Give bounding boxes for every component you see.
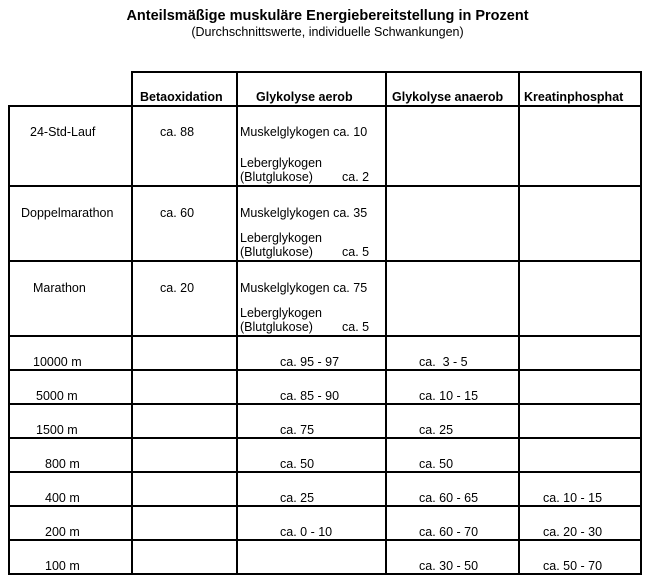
glykolyse-aerob-value: ca. 50 — [280, 457, 315, 471]
column-header-kreatinphosphat: Kreatinphosphat — [524, 90, 624, 104]
column-divider — [236, 71, 238, 575]
row-divider — [8, 335, 642, 337]
row-divider — [8, 369, 642, 371]
table-header-top-border — [131, 71, 642, 73]
row-label: Marathon — [33, 281, 86, 295]
glykolyse-aerob-value: ca. 85 - 90 — [280, 389, 340, 403]
glykolyse-anaerob-value: ca. 25 — [419, 423, 454, 437]
betaoxidation-value: ca. 88 — [160, 125, 195, 139]
glykolyse-anaerob-value: ca. 30 - 50 — [419, 559, 479, 573]
column-divider — [518, 71, 520, 575]
betaoxidation-value: ca. 60 — [160, 206, 195, 220]
kreatinphosphat-value: ca. 50 - 70 — [543, 559, 603, 573]
leberglykogen-value: ca. 2 — [342, 170, 370, 184]
glykolyse-anaerob-value: ca. 3 - 5 — [419, 355, 468, 369]
row-label: 10000 m — [33, 355, 82, 369]
row-label: 5000 m — [36, 389, 78, 403]
glykolyse-anaerob-value: ca. 60 - 70 — [419, 525, 479, 539]
muskelglykogen-value: Muskelglykogen ca. 10 — [240, 125, 368, 139]
row-divider — [8, 539, 642, 541]
column-divider — [385, 71, 387, 575]
table-top-border — [8, 105, 642, 107]
leberglykogen-value: ca. 5 — [342, 245, 370, 259]
leberglykogen-label: Leberglykogen — [240, 306, 323, 320]
kreatinphosphat-value: ca. 20 - 30 — [543, 525, 603, 539]
glykolyse-aerob-value: ca. 75 — [280, 423, 315, 437]
row-label: 1500 m — [36, 423, 78, 437]
blutglukose-label: (Blutglukose) — [240, 245, 313, 259]
page-subtitle: (Durchschnittswerte, individuelle Schwankungen) — [191, 25, 464, 39]
kreatinphosphat-value: ca. 10 - 15 — [543, 491, 603, 505]
page-title: Anteilsmäßige muskuläre Energiebereitstellung in Prozent — [126, 8, 529, 24]
column-header-glykolyse-aerob: Glykolyse aerob — [256, 90, 353, 104]
row-label: Doppelmarathon — [21, 206, 114, 220]
leberglykogen-label: Leberglykogen — [240, 156, 323, 170]
blutglukose-label: (Blutglukose) — [240, 320, 313, 334]
column-divider — [131, 71, 133, 575]
muskelglykogen-value: Muskelglykogen ca. 35 — [240, 206, 368, 220]
glykolyse-aerob-value: ca. 25 — [280, 491, 315, 505]
table-right-border — [640, 71, 642, 575]
glykolyse-anaerob-value: ca. 60 - 65 — [419, 491, 479, 505]
row-divider — [8, 471, 642, 473]
row-divider — [8, 260, 642, 262]
blutglukose-label: (Blutglukose) — [240, 170, 313, 184]
glykolyse-aerob-value: ca. 0 - 10 — [280, 525, 333, 539]
betaoxidation-value: ca. 20 — [160, 281, 195, 295]
table-bottom-border — [8, 573, 642, 575]
column-header-betaoxidation: Betaoxidation — [140, 90, 223, 104]
leberglykogen-value: ca. 5 — [342, 320, 370, 334]
row-label: 100 m — [45, 559, 80, 573]
row-label: 200 m — [45, 525, 80, 539]
glykolyse-aerob-value: ca. 95 - 97 — [280, 355, 340, 369]
row-label: 800 m — [45, 457, 80, 471]
muskelglykogen-value: Muskelglykogen ca. 75 — [240, 281, 368, 295]
glykolyse-anaerob-value: ca. 50 — [419, 457, 454, 471]
row-divider — [8, 505, 642, 507]
row-label: 24-Std-Lauf — [30, 125, 96, 139]
leberglykogen-label: Leberglykogen — [240, 231, 323, 245]
row-divider — [8, 437, 642, 439]
row-label: 400 m — [45, 491, 80, 505]
column-header-glykolyse-anaerob: Glykolyse anaerob — [392, 90, 504, 104]
row-divider — [8, 185, 642, 187]
row-divider — [8, 403, 642, 405]
glykolyse-anaerob-value: ca. 10 - 15 — [419, 389, 479, 403]
